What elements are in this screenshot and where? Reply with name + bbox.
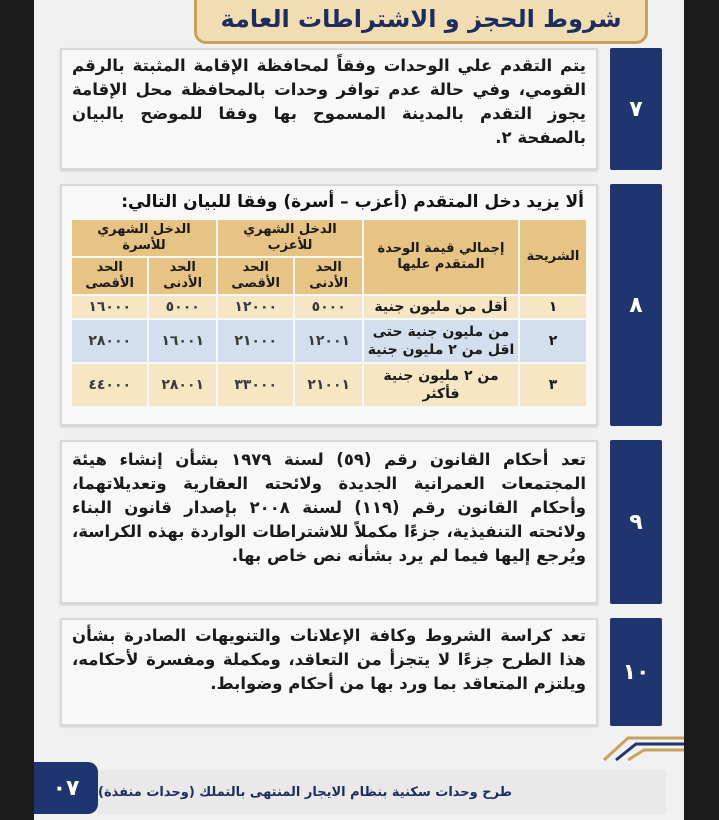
condition-card-7 — [60, 48, 598, 170]
cell-family-max: ٢٨٠٠٠ — [72, 320, 147, 362]
header-single-min: الحد الأدنى — [295, 258, 362, 294]
footer — [34, 760, 684, 820]
decorative-stripes — [594, 732, 684, 762]
condition-text-9: تعد أحكام القانون رقم (٥٩) لسنة ١٩٧٩ بشأن إنشاء هيئة المجتمعات العمرانية الجديدة ولائحته العقارية وتعديلاتهما، وأحكام القانون رقم (١١٩) لسنة ٢٠٠٨ بإصدار قانون البناء ولائحته التنفيذية، جزءًا مكملاً للاشتراطات الواردة بهذه الكراسة، ويُرجع إليها فيما لم يرد بشأنه نص خاص بها. — [72, 450, 586, 565]
header-slice: الشريحة — [520, 220, 586, 294]
condition-text-10: تعد كراسة الشروط وكافة الإعلانات والتنويهات الصادرة بشأن هذا الطرح جزءًا لا يتجزأ من التعاقد، ومكملة ومفسرة لأحكامه، ويلتزم المتعاقد بما ورد بها من أحكام وضوابط. — [72, 626, 586, 693]
table-row — [72, 320, 586, 362]
cell-slice: ٢ — [520, 320, 586, 362]
footer-text: طرح وحدات سكنية بنظام الايجار المنتهى بالتملك (وحدات منفذة) — [98, 784, 512, 800]
condition-text-7: يتم التقدم علي الوحدات وفقاً لمحافظة الإقامة المثبتة بالرقم القومي، وفي حالة عدم توافر وحدات بالمحافظة محل الإقامة يجوز التقدم بالمدينة المسموح بها وفقا للموضح بالبيان بالصفحة ٢. — [72, 56, 586, 147]
header-unit-value: إجمالي قيمة الوحدة المتقدم عليها — [364, 220, 518, 294]
cell-family-max: ٤٤٠٠٠ — [72, 364, 147, 406]
table-row — [72, 296, 586, 318]
cell-single-min: ٢١٠٠١ — [295, 364, 362, 406]
income-table — [70, 218, 588, 408]
footer-bar — [98, 770, 666, 814]
condition-card-9 — [60, 440, 598, 604]
cell-family-min: ٢٨٠٠١ — [149, 364, 216, 406]
cell-unit-value: من مليون جنية حتى اقل من ٢ مليون جنية — [364, 320, 518, 362]
cell-single-max: ٢١٠٠٠ — [218, 320, 293, 362]
condition-number-9: ٩ — [610, 440, 662, 604]
cell-family-min: ١٦٠٠١ — [149, 320, 216, 362]
page-number: ٠٧ — [34, 762, 98, 814]
condition-card-10 — [60, 618, 598, 726]
header-family-max: الحد الأقصى — [72, 258, 147, 294]
cell-unit-value: من ٢ مليون جنية فأكثر — [364, 364, 518, 406]
condition-number-7: ٧ — [610, 48, 662, 170]
header-family-min: الحد الأدنى — [149, 258, 216, 294]
cell-slice: ١ — [520, 296, 586, 318]
cell-single-min: ٥٠٠٠ — [295, 296, 362, 318]
section-title: شروط الحجز و الاشتراطات العامة — [220, 5, 622, 33]
header-single-income: الدخل الشهري للأعزب — [218, 220, 362, 256]
condition-number-8: ٨ — [610, 184, 662, 426]
section-title-banner — [194, 0, 648, 44]
cell-family-min: ٥٠٠٠ — [149, 296, 216, 318]
page — [34, 0, 684, 820]
cell-single-max: ١٢٠٠٠ — [218, 296, 293, 318]
condition-card-8 — [60, 184, 598, 426]
cell-single-max: ٣٣٠٠٠ — [218, 364, 293, 406]
condition-number-10: ١٠ — [610, 618, 662, 726]
table-row — [72, 364, 586, 406]
cell-single-min: ١٢٠٠١ — [295, 320, 362, 362]
condition-text-8: ألا يزيد دخل المتقدم (أعزب – أسرة) وفقا للبيان التالي: — [121, 192, 584, 212]
header-single-max: الحد الأقصى — [218, 258, 293, 294]
cell-unit-value: أقل من مليون جنية — [364, 296, 518, 318]
header-family-income: الدخل الشهري للأسرة — [72, 220, 216, 256]
cell-family-max: ١٦٠٠٠ — [72, 296, 147, 318]
cell-slice: ٣ — [520, 364, 586, 406]
